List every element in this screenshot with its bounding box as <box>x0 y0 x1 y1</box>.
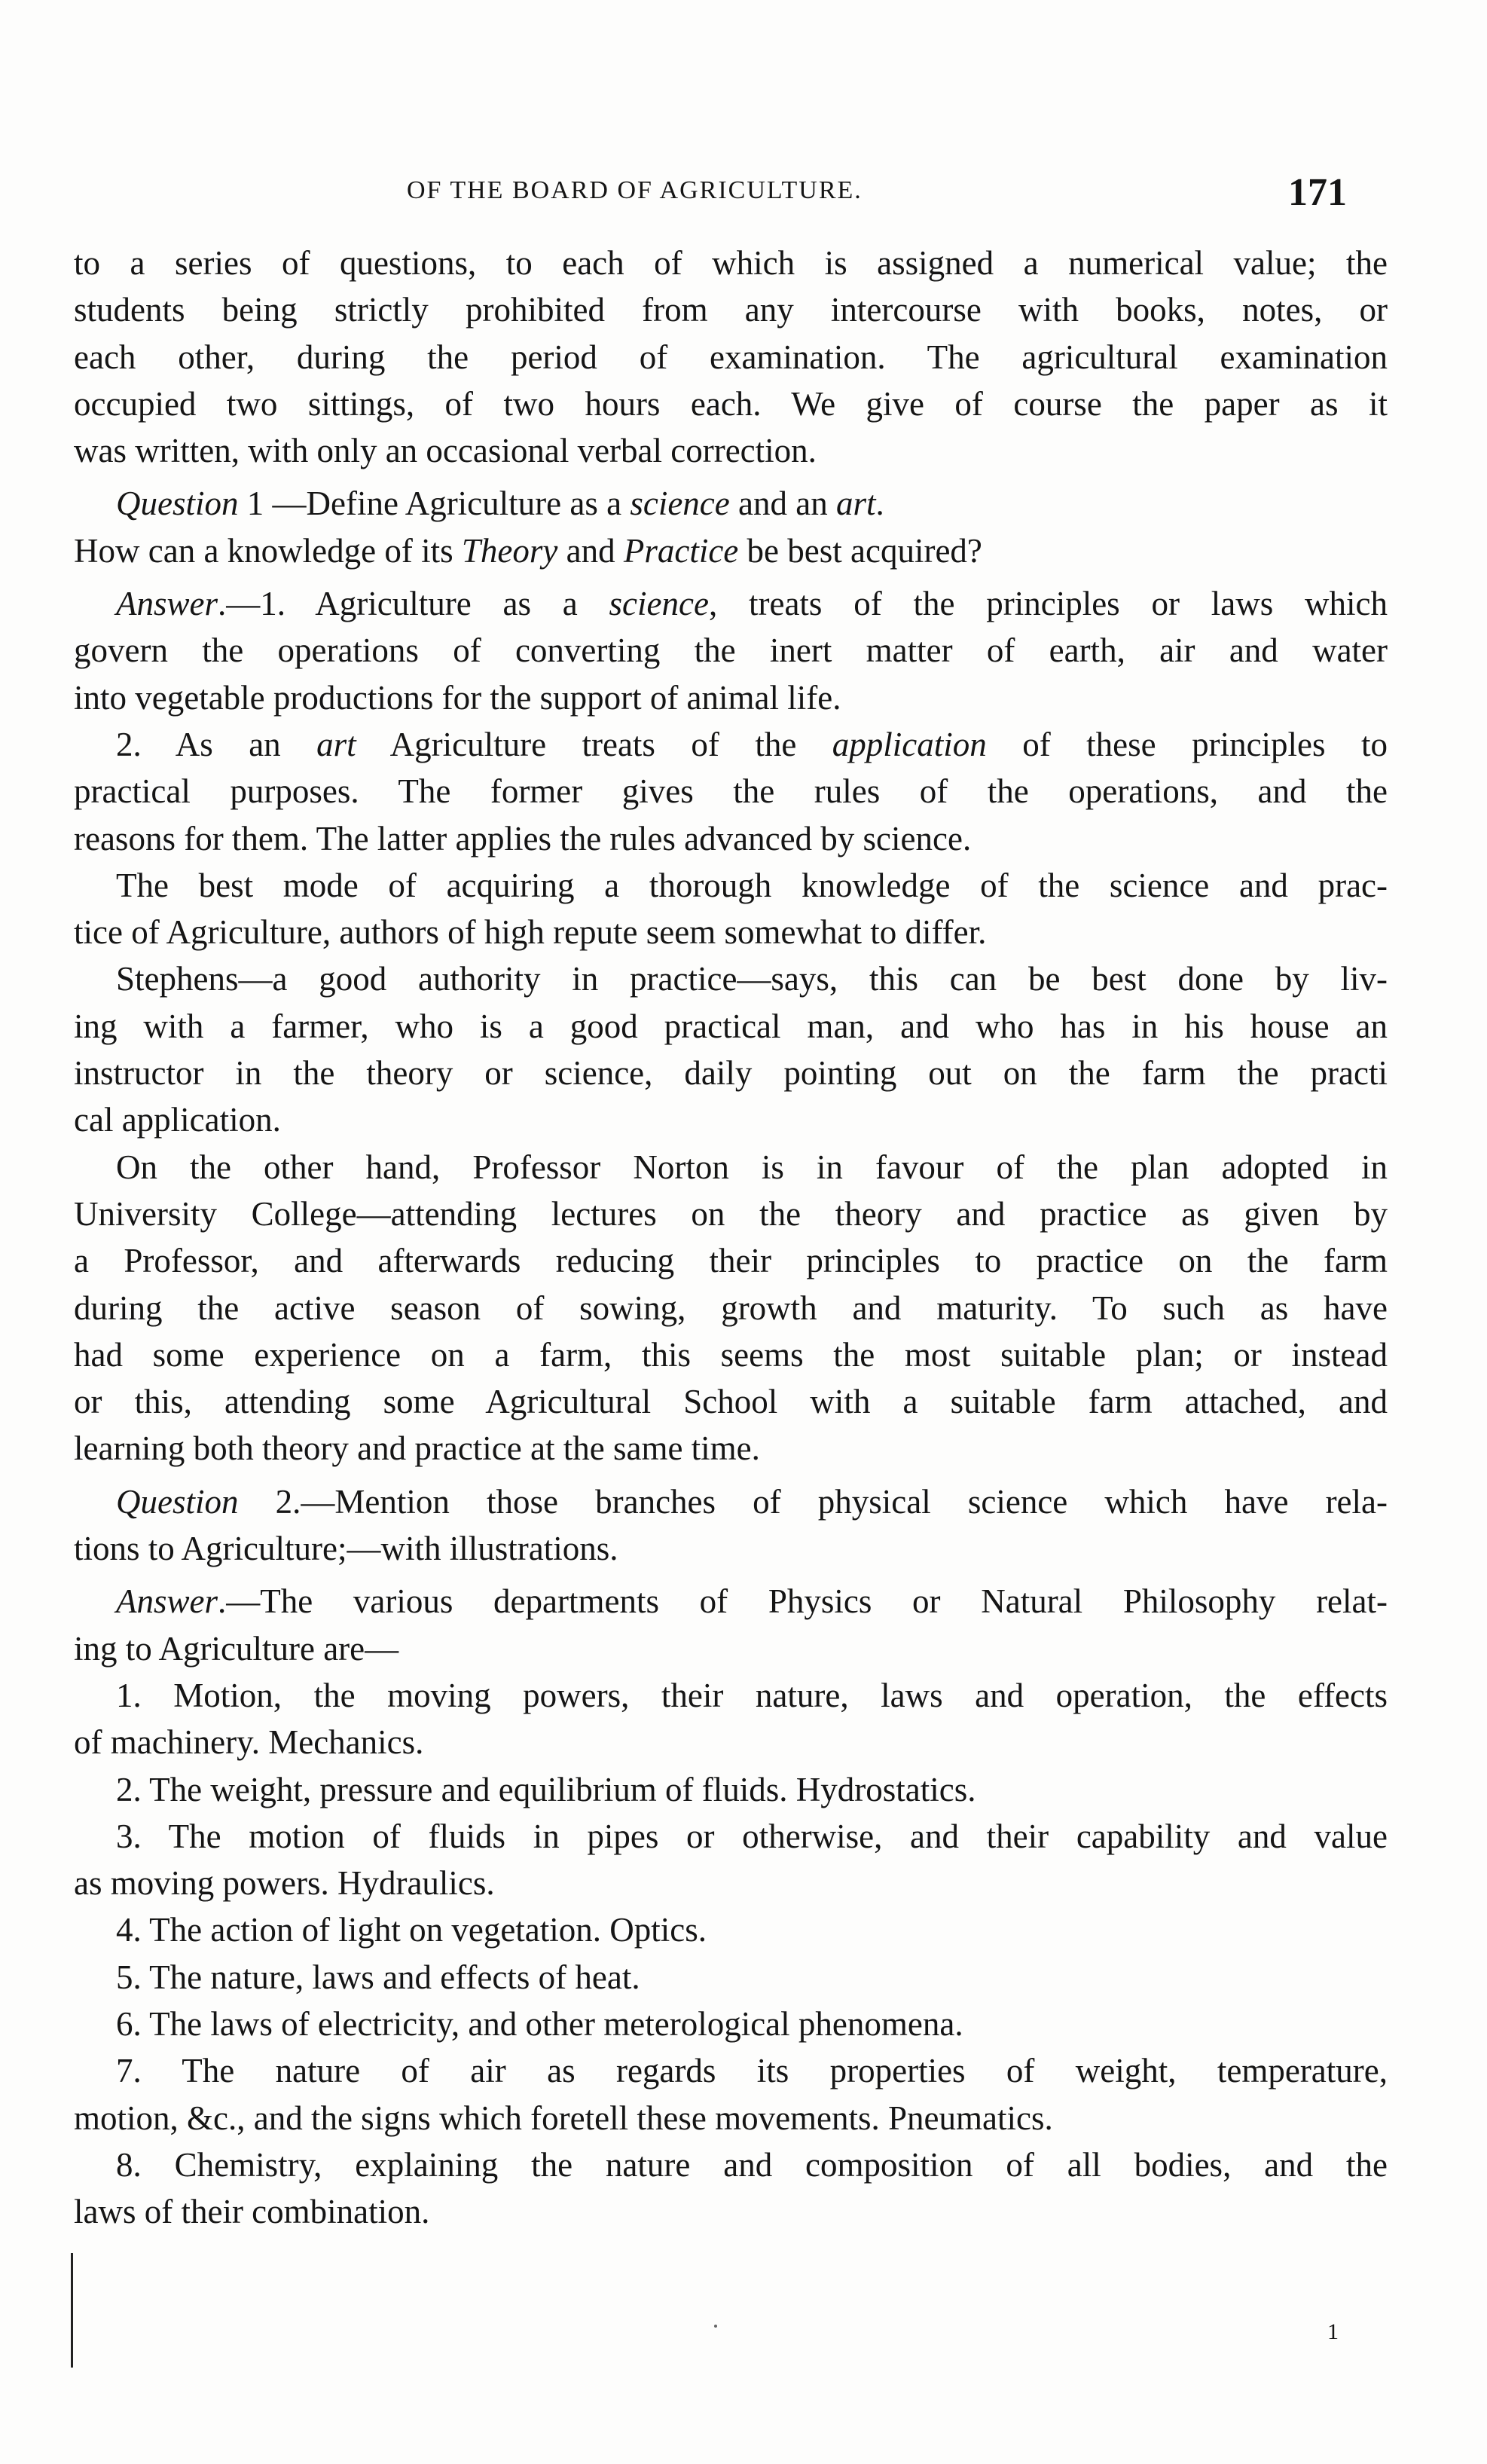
list-item-continuation: of machinery. Mechanics. <box>74 1723 424 1762</box>
answer-question-2 <box>74 1578 1388 1672</box>
text-line: Question 1 —Define Agriculture as a science and an art. <box>116 485 884 523</box>
answer-2 <box>74 721 1388 862</box>
paragraph-norton <box>74 1144 1388 1472</box>
list-item: 3. The motion of fluids in pipes or otherwise, and their capability and value <box>116 1817 1388 1855</box>
text-line: On the other hand, Professor Norton is in favour of the plan adopted in <box>116 1148 1388 1186</box>
text-line: each other, during the period of examination. The agricultural examination <box>74 338 1388 376</box>
ink-dot <box>714 2325 717 2328</box>
page-number: 171 <box>1288 171 1347 214</box>
list-item-continuation: laws of their combination. <box>74 2193 430 2231</box>
list-item: 8. Chemistry, explaining the nature and composition of all bodies, and the <box>116 2145 1388 2184</box>
answer-label: Answer <box>116 585 218 623</box>
text-line: 2. As an art Agriculture treats of the application of these principles to <box>116 725 1388 763</box>
page-body <box>74 240 1388 2235</box>
text-line: had some experience on a farm, this seems the most suitable plan; or instead <box>74 1335 1388 1374</box>
text-line: during the active season of sowing, growth and maturity. To such as have <box>74 1289 1388 1327</box>
stray-mark: 1 <box>1327 2319 1339 2344</box>
list-item: 7. The nature of air as regards its properties of weight, temperature, <box>116 2052 1388 2090</box>
question-label: Question <box>116 1482 239 1521</box>
text-line: practical purposes. The former gives the rules of the operations, and the <box>74 772 1388 811</box>
text-line: Stephens—a good authority in practice—says, this can be best done by liv- <box>116 960 1388 998</box>
text-line: ing to Agriculture are— <box>74 1629 399 1668</box>
list-item: 4. The action of light on vegetation. Optics. <box>116 1911 707 1949</box>
paragraph-exam-intro <box>74 240 1388 474</box>
text-line: students being strictly prohibited from any intercourse with books, notes, or <box>74 291 1388 329</box>
answer-1 <box>74 580 1388 721</box>
question-1 <box>74 480 1388 574</box>
running-head: OF THE BOARD OF AGRICULTURE. <box>407 176 863 204</box>
text-line: Answer.—The various departments of Physics or Natural Philosophy relat- <box>116 1582 1388 1621</box>
list-item: 5. The nature, laws and effects of heat. <box>116 1958 640 1996</box>
text-line: The best mode of acquiring a thorough knowledge of the science and prac- <box>116 866 1388 904</box>
text-line: Answer.—1. Agriculture as a science, treats of the principles or laws which <box>116 585 1388 623</box>
answer-label: Answer <box>116 1582 218 1621</box>
page-header <box>407 170 1386 223</box>
text-line: govern the operations of converting the inert matter of earth, air and water <box>74 631 1388 670</box>
text-line: to a series of questions, to each of which is assigned a numerical value; the <box>74 244 1388 282</box>
list-item-continuation: motion, &c., and the signs which foretell these movements. Pneumatics. <box>74 2099 1053 2137</box>
text-line: How can a knowledge of its Theory and Practice be best acquired? <box>74 531 982 570</box>
text-line: was written, with only an occasional verbal correction. <box>74 432 817 470</box>
text-line: reasons for them. The latter applies the rules advanced by science. <box>74 819 972 858</box>
text-line: University College—attending lectures on the theory and practice as given by <box>74 1194 1388 1233</box>
paragraph-stephens <box>74 955 1388 1143</box>
list-item: 2. The weight, pressure and equilibrium of fluids. Hydrostatics. <box>116 1770 976 1808</box>
text-line: learning both theory and practice at the same time. <box>74 1429 760 1468</box>
physics-branches-list <box>74 1672 1388 2236</box>
question-2 <box>74 1478 1388 1573</box>
text-line: occupied two sittings, of two hours each. We give of course the paper as it <box>74 384 1388 423</box>
text-line: or this, attending some Agricultural School with a suitable farm attached, and <box>74 1383 1388 1421</box>
text-line: tions to Agriculture;—with illustrations. <box>74 1530 618 1568</box>
text-line: ing with a farmer, who is a good practical man, and who has in his house an <box>74 1007 1388 1045</box>
list-item-continuation: as moving powers. Hydraulics. <box>74 1864 495 1903</box>
question-label: Question <box>116 485 239 523</box>
text-line: into vegetable productions for the support of animal life. <box>74 678 841 717</box>
text-line: a Professor, and afterwards reducing their principles to practice on the farm <box>74 1242 1388 1280</box>
text-line: cal application. <box>74 1101 281 1139</box>
list-item: 1. Motion, the moving powers, their nature, laws and operation, the effects <box>116 1676 1388 1714</box>
text-line: tice of Agriculture, authors of high repute seem somewhat to differ. <box>74 913 987 952</box>
text-line: Question 2.—Mention those branches of physical science which have rela- <box>116 1482 1388 1521</box>
list-item: 6. The laws of electricity, and other meterological phenomena. <box>116 2004 963 2043</box>
paragraph-best-mode <box>74 862 1388 956</box>
text-line: instructor in the theory or science, daily pointing out on the farm the practi <box>74 1054 1388 1093</box>
margin-rule <box>71 2253 73 2368</box>
